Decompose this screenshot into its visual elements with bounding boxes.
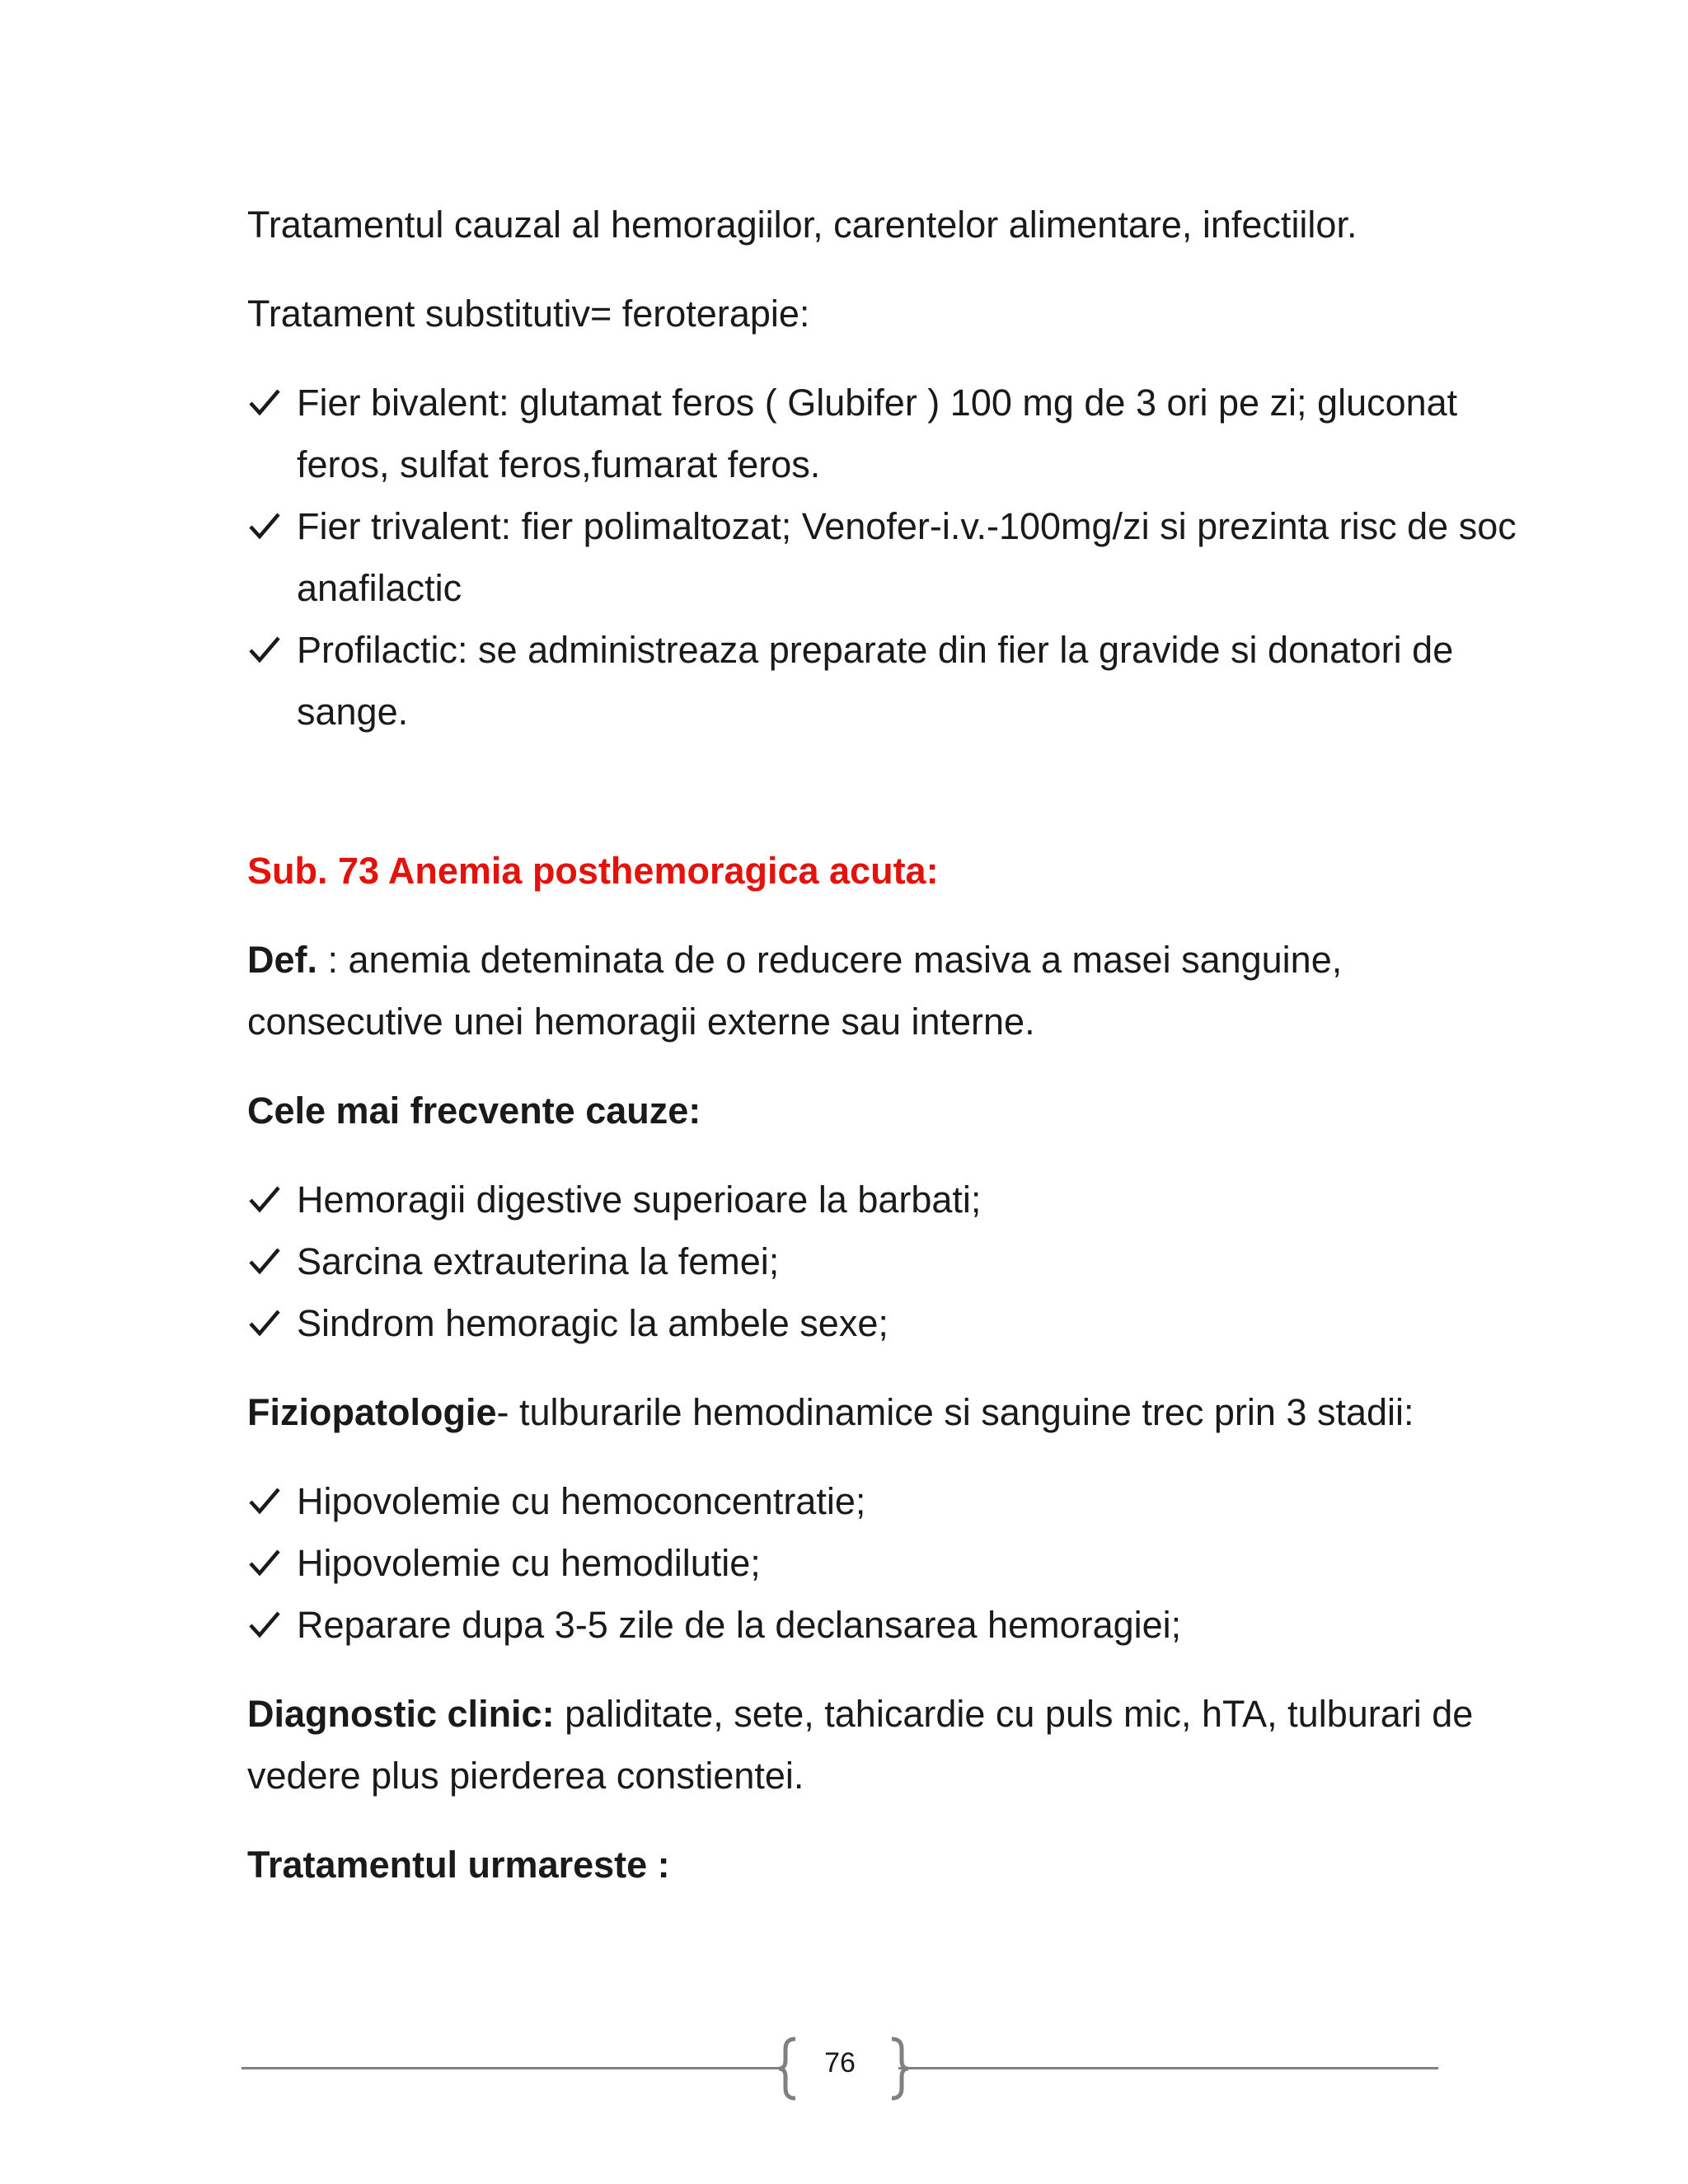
checkmark-icon xyxy=(247,1169,288,1230)
intro-line-1: Tratamentul cauzal al hemoragiilor, carentelor alimentare, infectiilor. xyxy=(247,204,1357,246)
stages-list xyxy=(247,1470,1533,1656)
document-page xyxy=(247,194,1533,1923)
footer-rule-left xyxy=(241,2067,781,2069)
checkmark-icon xyxy=(247,1594,288,1656)
list-item-text: Hipovolemie cu hemoconcentratie; xyxy=(297,1480,866,1522)
fiziopatologie-term: Fiziopatologie xyxy=(247,1391,497,1433)
footer-rule-right xyxy=(898,2067,1438,2069)
checkmark-icon xyxy=(247,1470,288,1532)
treatment-heading: Tratamentul urmareste : xyxy=(247,1844,670,1886)
feroterapie-list xyxy=(247,372,1533,743)
list-item-text: Profilactic: se administreaza preparate din fier la gravide si donatori de sange. xyxy=(297,629,1454,733)
checkmark-icon xyxy=(247,1230,288,1292)
section-spacer xyxy=(247,770,1533,840)
list-item-text: Reparare dupa 3-5 zile de la declansarea hemoragiei; xyxy=(297,1604,1182,1646)
list-item xyxy=(247,1292,1533,1354)
causes-list xyxy=(247,1169,1533,1354)
list-item-text: Fier bivalent: glutamat feros ( Glubifer ) 100 mg de 3 ori pe zi; gluconat feros, sulfat feros,fumarat feros. xyxy=(297,382,1458,485)
page-number: 76 xyxy=(824,2047,856,2079)
brace-right-icon xyxy=(887,2036,912,2106)
fiziopatologie-text: - tulburarile hemodinamice si sanguine trec prin 3 stadii: xyxy=(496,1391,1414,1433)
definition-paragraph xyxy=(247,929,1533,1052)
causes-heading: Cele mai frecvente cauze: xyxy=(247,1090,701,1132)
diagnostic-paragraph xyxy=(247,1683,1533,1807)
list-item xyxy=(247,1470,1533,1532)
intro-line-2: Tratament substitutiv= feroterapie: xyxy=(247,293,810,335)
list-item-text: Hemoragii digestive superioare la barbati; xyxy=(297,1179,982,1221)
list-item xyxy=(247,619,1533,743)
definition-term: Def. xyxy=(247,939,318,981)
diagnostic-term: Diagnostic clinic: xyxy=(247,1693,555,1735)
diagnostic-text: paliditate, sete, tahicardie cu puls mic, hTA, tulburari de vedere plus pierderea constientei. xyxy=(247,1693,1484,1797)
fiziopatologie-paragraph xyxy=(247,1381,1533,1443)
page-footer xyxy=(241,2036,1438,2102)
list-item xyxy=(247,1230,1533,1292)
checkmark-icon xyxy=(247,372,288,434)
list-item xyxy=(247,1532,1533,1594)
list-item-text: Hipovolemie cu hemodilutie; xyxy=(297,1542,761,1584)
list-item xyxy=(247,372,1533,495)
checkmark-icon xyxy=(247,619,288,681)
checkmark-icon xyxy=(247,1532,288,1594)
definition-text: : anemia deteminata de o reducere masiva a masei sanguine, consecutive unei hemoragii externe sau interne. xyxy=(247,939,1353,1043)
checkmark-icon xyxy=(247,1292,288,1354)
list-item xyxy=(247,1594,1533,1656)
list-item-text: Sindrom hemoragic la ambele sexe; xyxy=(297,1302,889,1344)
list-item xyxy=(247,495,1533,619)
section-title: Sub. 73 Anemia posthemoragica acuta: xyxy=(247,850,939,892)
brace-left-icon xyxy=(776,2036,800,2106)
list-item-text: Fier trivalent: fier polimaltozat; Venofer-i.v.-100mg/zi si prezinta risc de soc anafilactic xyxy=(297,505,1517,609)
list-item-text: Sarcina extrauterina la femei; xyxy=(297,1240,780,1282)
list-item xyxy=(247,1169,1533,1230)
checkmark-icon xyxy=(247,495,288,557)
